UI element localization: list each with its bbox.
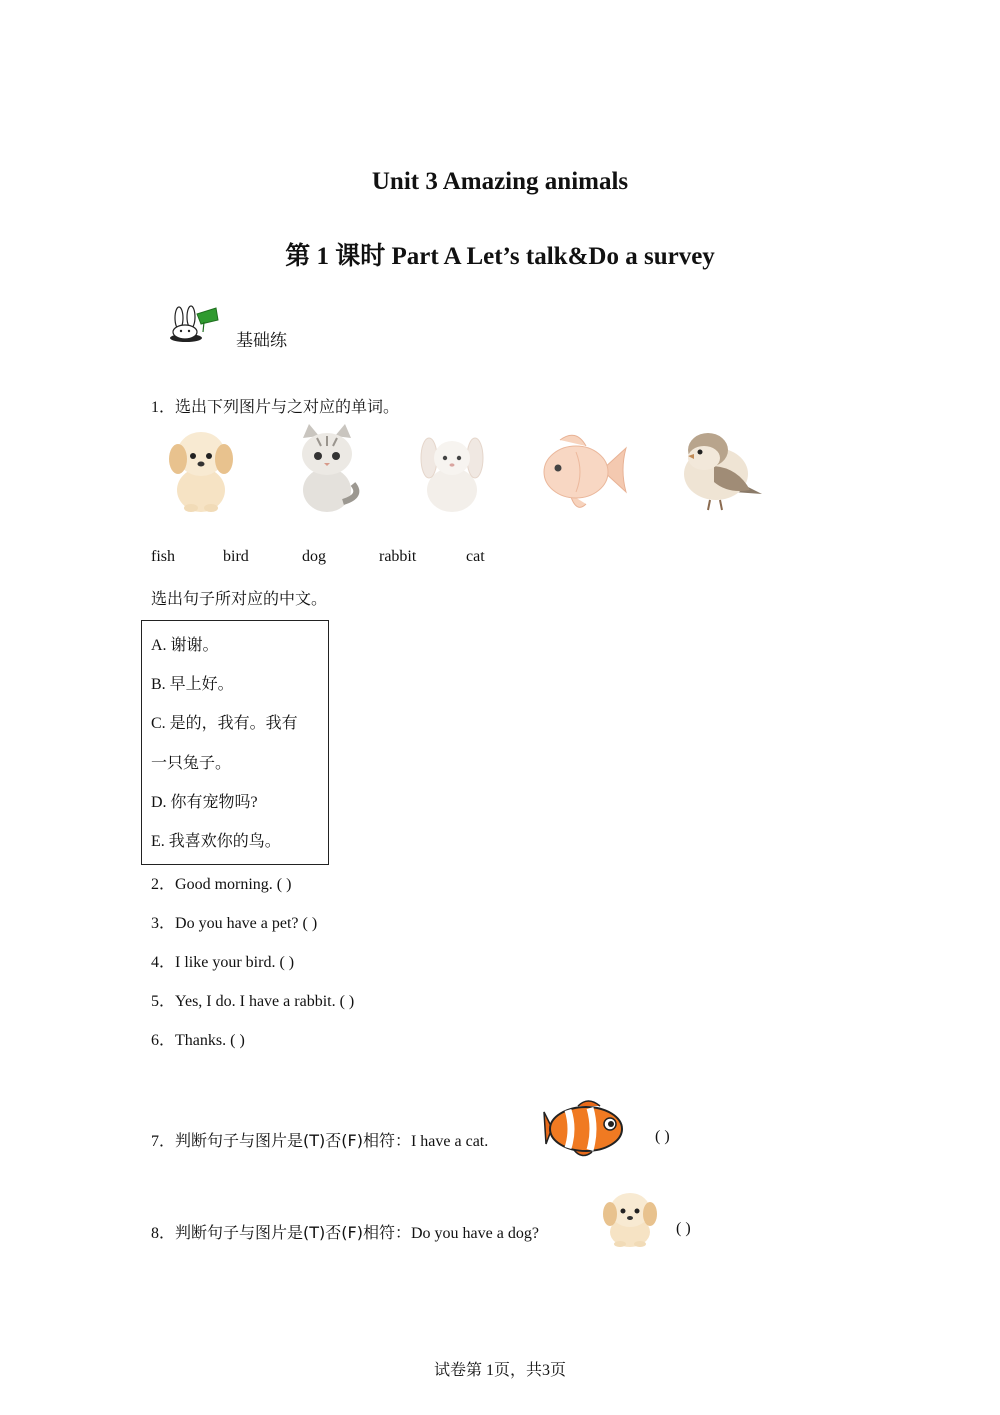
choice-b: B. 早上好。 <box>151 676 234 693</box>
question-5 <box>151 988 354 1011</box>
question-number: 7． <box>151 1133 176 1150</box>
question-prompt: 判断句子与图片是(T)否(F)相符： <box>175 1131 411 1150</box>
choices-prompt: 选出句子所对应的中文。 <box>151 589 328 608</box>
choice-d: D. 你有宠物吗? <box>151 794 258 811</box>
question-number: 6． <box>151 1032 176 1049</box>
question-2 <box>151 871 291 894</box>
question-number: 3． <box>151 915 176 932</box>
word-option: rabbit <box>379 548 417 565</box>
page-footer: 试卷第 1页，共3页 <box>433 1362 566 1379</box>
clownfish-icon <box>544 1098 626 1160</box>
choice-e: E. 我喜欢你的鸟。 <box>151 833 281 850</box>
choice-a: A. 谢谢。 <box>151 637 219 654</box>
question-text: I like your bird. ( ) <box>175 954 295 971</box>
word-option: bird <box>223 548 249 565</box>
word-option: dog <box>302 548 326 565</box>
question-8 <box>151 1220 539 1243</box>
answer-blank[interactable]: ( ) <box>676 1220 691 1237</box>
question-number: 4． <box>151 954 176 971</box>
bird-icon <box>680 428 764 514</box>
choice-c: C. 是的，我有。我有 <box>151 715 298 732</box>
choice-c-continued: 一只兔子。 <box>151 755 232 772</box>
question-number: 5． <box>151 993 176 1010</box>
rabbit-icon <box>416 430 488 514</box>
question-prompt: 选出下列图片与之对应的单词。 <box>175 397 400 416</box>
question-3 <box>151 910 317 933</box>
question-6 <box>151 1027 245 1050</box>
question-text: Good morning. ( ) <box>175 876 292 893</box>
answer-blank[interactable]: ( ) <box>655 1128 670 1145</box>
question-number: 1． <box>151 399 176 416</box>
question-text: Thanks. ( ) <box>175 1032 245 1049</box>
puppy-icon <box>163 426 239 514</box>
question-4 <box>151 949 294 972</box>
question-7 <box>151 1128 488 1151</box>
page-title: Unit 3 Amazing animals <box>371 168 629 195</box>
kitten-icon <box>291 424 363 514</box>
question-sentence: Do you have a dog? <box>410 1225 539 1242</box>
bunny-mascot-icon <box>168 304 224 344</box>
word-option: fish <box>151 548 175 565</box>
puppy-icon <box>598 1188 662 1248</box>
question-1 <box>151 394 399 417</box>
question-number: 2． <box>151 876 176 893</box>
lesson-subtitle: 第 1 课时 Part A Let’s talk&Do a survey <box>285 243 715 270</box>
word-option: cat <box>466 548 485 565</box>
question-number: 8． <box>151 1225 176 1242</box>
question-prompt: 判断句子与图片是(T)否(F)相符： <box>175 1223 411 1242</box>
goldfish-icon <box>540 430 628 514</box>
section-label: 基础练 <box>236 331 287 351</box>
question-sentence: I have a cat. <box>410 1133 489 1150</box>
question-text: Yes, I do. I have a rabbit. ( ) <box>175 993 355 1010</box>
question-text: Do you have a pet? ( ) <box>175 915 318 932</box>
